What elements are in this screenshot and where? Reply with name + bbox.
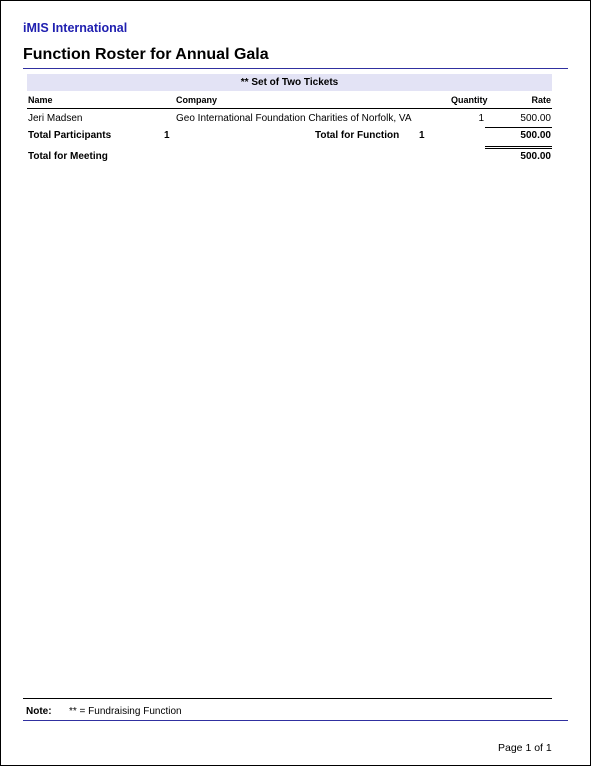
total-function-count: 1 <box>419 130 425 141</box>
subtotal-divider <box>485 127 552 128</box>
row-name: Jeri Madsen <box>28 113 83 124</box>
section-title: ** Set of Two Tickets <box>240 77 339 88</box>
footer-divider <box>23 698 552 699</box>
total-function-label: Total for Function <box>315 130 400 141</box>
column-header-quantity: Quantity <box>451 95 488 105</box>
total-double-rule-bottom <box>485 148 552 149</box>
column-header-name: Name <box>28 95 53 105</box>
column-header-company: Company <box>176 95 218 105</box>
row-company: Geo International Foundation Charities of Norfolk, VA <box>176 113 412 124</box>
total-participants-value: 1 <box>164 130 170 141</box>
footer-blue-divider <box>23 720 568 721</box>
total-double-rule-top <box>485 146 552 147</box>
row-rate: 500.00 <box>520 113 551 124</box>
page-number: Page 1 of 1 <box>498 742 552 754</box>
column-header-rate: Rate <box>531 95 551 105</box>
header-divider <box>23 68 568 69</box>
organization-name: iMIS International <box>23 21 128 35</box>
column-header-divider <box>27 108 552 109</box>
row-quantity: 1 <box>478 113 484 124</box>
note-label: Note: <box>26 706 52 717</box>
total-meeting-label: Total for Meeting <box>28 151 108 162</box>
total-participants-label: Total Participants <box>28 130 112 141</box>
section-header-band <box>27 74 552 91</box>
report-title: Function Roster for Annual Gala <box>23 46 269 63</box>
note-text: ** = Fundraising Function <box>69 706 182 717</box>
total-meeting-amount: 500.00 <box>520 151 551 162</box>
total-function-amount: 500.00 <box>520 130 551 141</box>
